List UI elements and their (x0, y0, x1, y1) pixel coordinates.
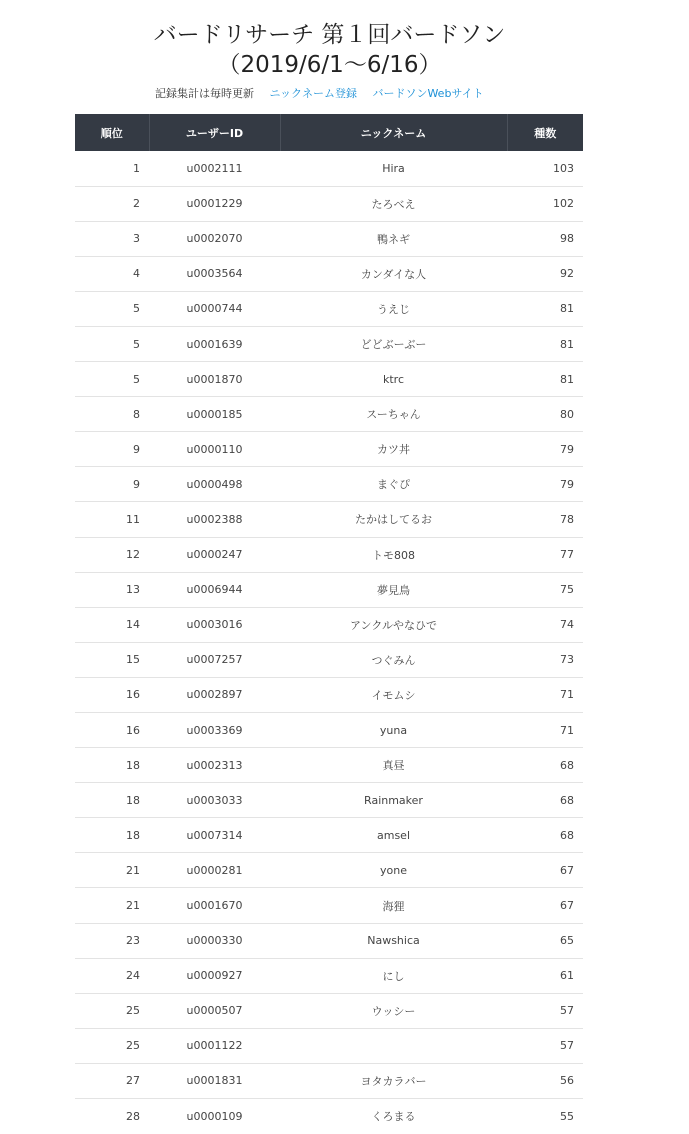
rank-cell: 24 (75, 958, 149, 993)
nickname-cell: Nawshica (280, 923, 507, 958)
nickname-cell: 真昼 (280, 748, 507, 783)
user-id-cell: u0003564 (149, 256, 280, 291)
table-row (75, 537, 583, 572)
table-row (75, 502, 583, 537)
user-id-cell: u0000110 (149, 432, 280, 467)
species-count-cell: 68 (507, 818, 583, 853)
rank-cell: 11 (75, 502, 149, 537)
user-id-cell: u0000927 (149, 958, 280, 993)
species-count-cell: 77 (507, 537, 583, 572)
species-count-cell: 65 (507, 923, 583, 958)
species-count-cell: 98 (507, 221, 583, 256)
rank-cell: 12 (75, 537, 149, 572)
rank-cell: 27 (75, 1063, 149, 1098)
page-title: バードリサーチ 第１回バードソン (153, 22, 506, 48)
rank-cell: 8 (75, 397, 149, 432)
nickname-cell: どどぶーぶー (280, 326, 507, 361)
subnav (155, 86, 496, 102)
rank-cell: 18 (75, 818, 149, 853)
user-id-cell: u0002111 (186, 161, 243, 175)
column-header-rank: 順位 (75, 114, 149, 151)
nickname-cell: 海狸 (280, 888, 507, 923)
table-row (75, 642, 583, 677)
species-count-cell: 74 (507, 607, 583, 642)
rank-cell: 14 (75, 607, 149, 642)
species-count-cell: 79 (507, 467, 583, 502)
nickname-register-link[interactable]: ニックネーム登録 (269, 87, 357, 100)
species-count-cell: 68 (507, 783, 583, 818)
user-id-cell: u0002070 (149, 221, 280, 256)
birdthon-website-link[interactable]: バードソンWebサイト (372, 87, 484, 100)
rank-cell: 9 (75, 432, 149, 467)
species-count-cell: 67 (507, 853, 583, 888)
table-row (75, 607, 583, 642)
table-header-row (75, 114, 583, 151)
rank-cell: 25 (75, 993, 149, 1028)
species-count-cell: 78 (507, 502, 583, 537)
column-header-species-count: 種数 (507, 114, 583, 151)
user-id-cell: u0001831 (149, 1063, 280, 1098)
user-id-cell: u0006944 (149, 572, 280, 607)
nickname-cell: Rainmaker (280, 783, 507, 818)
user-id-cell: u0002388 (149, 502, 280, 537)
rank-cell: 5 (75, 326, 149, 361)
rank-cell: 18 (75, 748, 149, 783)
nickname-cell: ウッシー (280, 993, 507, 1028)
user-id-cell: u0001670 (149, 888, 280, 923)
nickname-cell: にし (280, 958, 507, 993)
rank-cell: 15 (75, 642, 149, 677)
table-row (75, 326, 583, 361)
table-row (75, 818, 583, 853)
rank-cell: 23 (75, 923, 149, 958)
nickname-cell: yone (280, 853, 507, 888)
species-count-cell: 73 (507, 642, 583, 677)
column-header-user-id: ユーザーID (149, 114, 280, 151)
table-row (75, 1099, 583, 1134)
user-id-cell: u0000507 (149, 993, 280, 1028)
table-row (75, 291, 583, 326)
species-count-cell: 75 (507, 572, 583, 607)
species-count-cell: 68 (507, 748, 583, 783)
user-id-cell: u0002897 (149, 677, 280, 712)
species-count-cell: 56 (507, 1063, 583, 1098)
species-count-cell: 81 (507, 291, 583, 326)
rank-cell: 3 (75, 221, 149, 256)
user-id-cell: u0000744 (149, 291, 280, 326)
nickname-cell: まぐぴ (280, 467, 507, 502)
nickname-cell: たかはしてるお (280, 502, 507, 537)
user-id-cell: u0000185 (149, 397, 280, 432)
user-id-cell: u0002313 (149, 748, 280, 783)
table-row (75, 783, 583, 818)
rank-cell: 21 (75, 853, 149, 888)
rank-cell: 5 (75, 362, 149, 397)
user-id-cell: u0000109 (149, 1099, 280, 1134)
nickname-cell: カンダイな人 (280, 256, 507, 291)
table-row (75, 1063, 583, 1098)
column-header-nickname: ニックネーム (280, 114, 507, 151)
species-count-cell: 102 (507, 186, 583, 221)
nickname-cell: 夢見鳥 (280, 572, 507, 607)
species-count-cell: 55 (507, 1099, 583, 1134)
table-row (75, 1028, 583, 1063)
species-count-cell: 103 (553, 161, 574, 175)
nickname-cell: 鴨ネギ (280, 221, 507, 256)
table-row (75, 432, 583, 467)
table-row (75, 151, 583, 186)
page-subtitle-period: （2019/6/1〜6/16） (217, 52, 442, 78)
user-id-cell: u0000247 (149, 537, 280, 572)
table-row (75, 748, 583, 783)
table-row (75, 853, 583, 888)
table-row (75, 572, 583, 607)
nickname-cell: うえじ (280, 291, 507, 326)
rank-cell: 1 (133, 161, 140, 175)
table-row (75, 958, 583, 993)
table-row (75, 186, 583, 221)
ranking-table (75, 114, 583, 1134)
nickname-cell: アンクルやなひで (280, 607, 507, 642)
rank-cell: 9 (75, 467, 149, 502)
nickname-cell: トモ808 (280, 537, 507, 572)
table-row (75, 923, 583, 958)
nickname-cell: ktrc (280, 362, 507, 397)
table-row (75, 713, 583, 748)
rank-cell: 25 (75, 1028, 149, 1063)
user-id-cell: u0000281 (149, 853, 280, 888)
nickname-cell: カツ丼 (280, 432, 507, 467)
nickname-cell: スーちゃん (280, 397, 507, 432)
table-row (75, 888, 583, 923)
nickname-cell: くろまる (280, 1099, 507, 1134)
rank-cell: 5 (75, 291, 149, 326)
nickname-cell: amsel (280, 818, 507, 853)
user-id-cell: u0003016 (149, 607, 280, 642)
table-row (75, 221, 583, 256)
user-id-cell: u0001870 (149, 362, 280, 397)
rank-cell: 21 (75, 888, 149, 923)
user-id-cell: u0001229 (149, 186, 280, 221)
nickname-cell: yuna (280, 713, 507, 748)
rank-cell: 2 (75, 186, 149, 221)
species-count-cell: 79 (507, 432, 583, 467)
table-row (75, 993, 583, 1028)
rank-cell: 16 (75, 713, 149, 748)
nickname-cell: イモムシ (280, 677, 507, 712)
rank-cell: 18 (75, 783, 149, 818)
user-id-cell: u0001122 (149, 1028, 280, 1063)
nickname-cell: Hira (382, 161, 405, 175)
nickname-cell: ヨタカラバー (280, 1063, 507, 1098)
species-count-cell: 67 (507, 888, 583, 923)
user-id-cell: u0000330 (149, 923, 280, 958)
table-row (75, 256, 583, 291)
table-row (75, 467, 583, 502)
ranking-table-body (75, 151, 583, 1134)
species-count-cell: 71 (507, 677, 583, 712)
user-id-cell: u0003033 (149, 783, 280, 818)
user-id-cell: u0003369 (149, 713, 280, 748)
rank-cell: 4 (75, 256, 149, 291)
species-count-cell: 92 (507, 256, 583, 291)
user-id-cell: u0000498 (149, 467, 280, 502)
table-row (75, 397, 583, 432)
species-count-cell: 57 (507, 1028, 583, 1063)
rank-cell: 16 (75, 677, 149, 712)
user-id-cell: u0007257 (149, 642, 280, 677)
species-count-cell: 61 (507, 958, 583, 993)
species-count-cell: 81 (507, 362, 583, 397)
table-row (75, 677, 583, 712)
rank-cell: 28 (75, 1099, 149, 1134)
species-count-cell: 71 (507, 713, 583, 748)
species-count-cell: 57 (507, 993, 583, 1028)
user-id-cell: u0007314 (149, 818, 280, 853)
rank-cell: 13 (75, 572, 149, 607)
nickname-cell: たろべえ (280, 186, 507, 221)
nickname-cell: つぐみん (280, 642, 507, 677)
species-count-cell: 80 (507, 397, 583, 432)
nickname-cell (280, 1028, 507, 1063)
species-count-cell: 81 (507, 326, 583, 361)
update-note: 記録集計は毎時更新 (155, 87, 254, 100)
table-row (75, 362, 583, 397)
user-id-cell: u0001639 (149, 326, 280, 361)
